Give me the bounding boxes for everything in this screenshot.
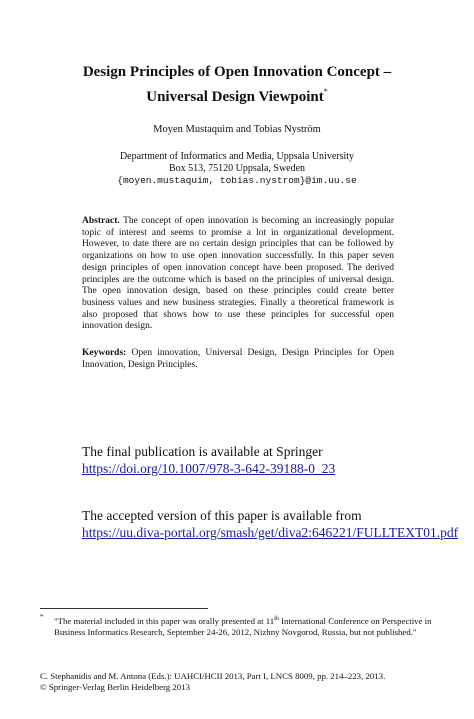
citation xyxy=(40,671,436,694)
citation-line-2: © Springer-Verlag Berlin Heidelberg 2013 xyxy=(40,682,190,693)
keywords-label: Keywords: xyxy=(82,348,127,358)
title-line-2 xyxy=(40,82,434,107)
citation-line-1: C. Stephanidis and M. Antona (Eds.): UAHCI/HCII 2013, Part I, LNCS 8009, pp. 214–223, 2013. xyxy=(40,671,386,681)
affiliation-address: Box 513, 75120 Uppsala, Sweden xyxy=(168,163,306,174)
affiliation-department: Department of Informatics and Media, Uppsala University xyxy=(119,151,355,162)
title-footnote-marker: * xyxy=(323,87,328,96)
author-emails: {moyen.mustaquim, tobias.nystrom}@im.uu.se xyxy=(117,175,357,186)
footnote-marker: * xyxy=(40,613,44,621)
footnote-divider xyxy=(40,608,208,609)
authors: Moyen Mustaquim and Tobias Nyström xyxy=(153,124,321,135)
keywords xyxy=(82,348,394,371)
doi-link[interactable]: https://doi.org/10.1007/978-3-642-39188-0_23 xyxy=(82,461,336,476)
footnote-text-end: International Conference on Perspective in Business Informatics Research, September 24-26, 2012, Nizhny Novgorod, Russia, but not published." xyxy=(54,616,432,638)
paper-title xyxy=(40,62,434,107)
accepted-version-notice xyxy=(82,507,462,541)
publication-notice xyxy=(82,443,462,477)
keywords-text: Open innovation, Universal Design, Design Principles for Open Innovation, Design Principles. xyxy=(82,348,395,370)
footnote xyxy=(40,614,436,639)
title-line-1: Design Principles of Open Innovation Concept – xyxy=(82,64,392,80)
footnote-body xyxy=(54,614,436,639)
abstract-label: Abstract. xyxy=(82,216,120,226)
diva-link[interactable]: https://uu.diva-portal.org/smash/get/diva2:646221/FULLTEXT01.pdf xyxy=(82,525,459,540)
title-line-2-text: Universal Design Viewpoint xyxy=(146,89,324,105)
footnote-text-start: "The material included in this paper was orally presented at 11 xyxy=(54,616,275,626)
abstract xyxy=(82,216,394,333)
publication-notice-text: The final publication is available at Springer xyxy=(82,444,323,459)
abstract-text: The concept of open innovation is becoming an increasingly popular topic of interest and seems to promise a lot in organizational development. However, to date there are no certain design principles that can be followed by organizations on how to use open innovation successfully. In this paper seven design principles of open innovation concept have been proposed. The derived principles are the outcome which is based on the principles of universal design. The open innovation design, based on these principles could create better business values and new business strategies. Finally a theoretical framework is also proposed that shows how to use these principles for successful open innovation design. xyxy=(82,216,394,332)
accepted-version-text: The accepted version of this paper is available from xyxy=(82,508,362,523)
footnote-superscript: th xyxy=(274,616,279,622)
affiliation xyxy=(40,151,434,187)
